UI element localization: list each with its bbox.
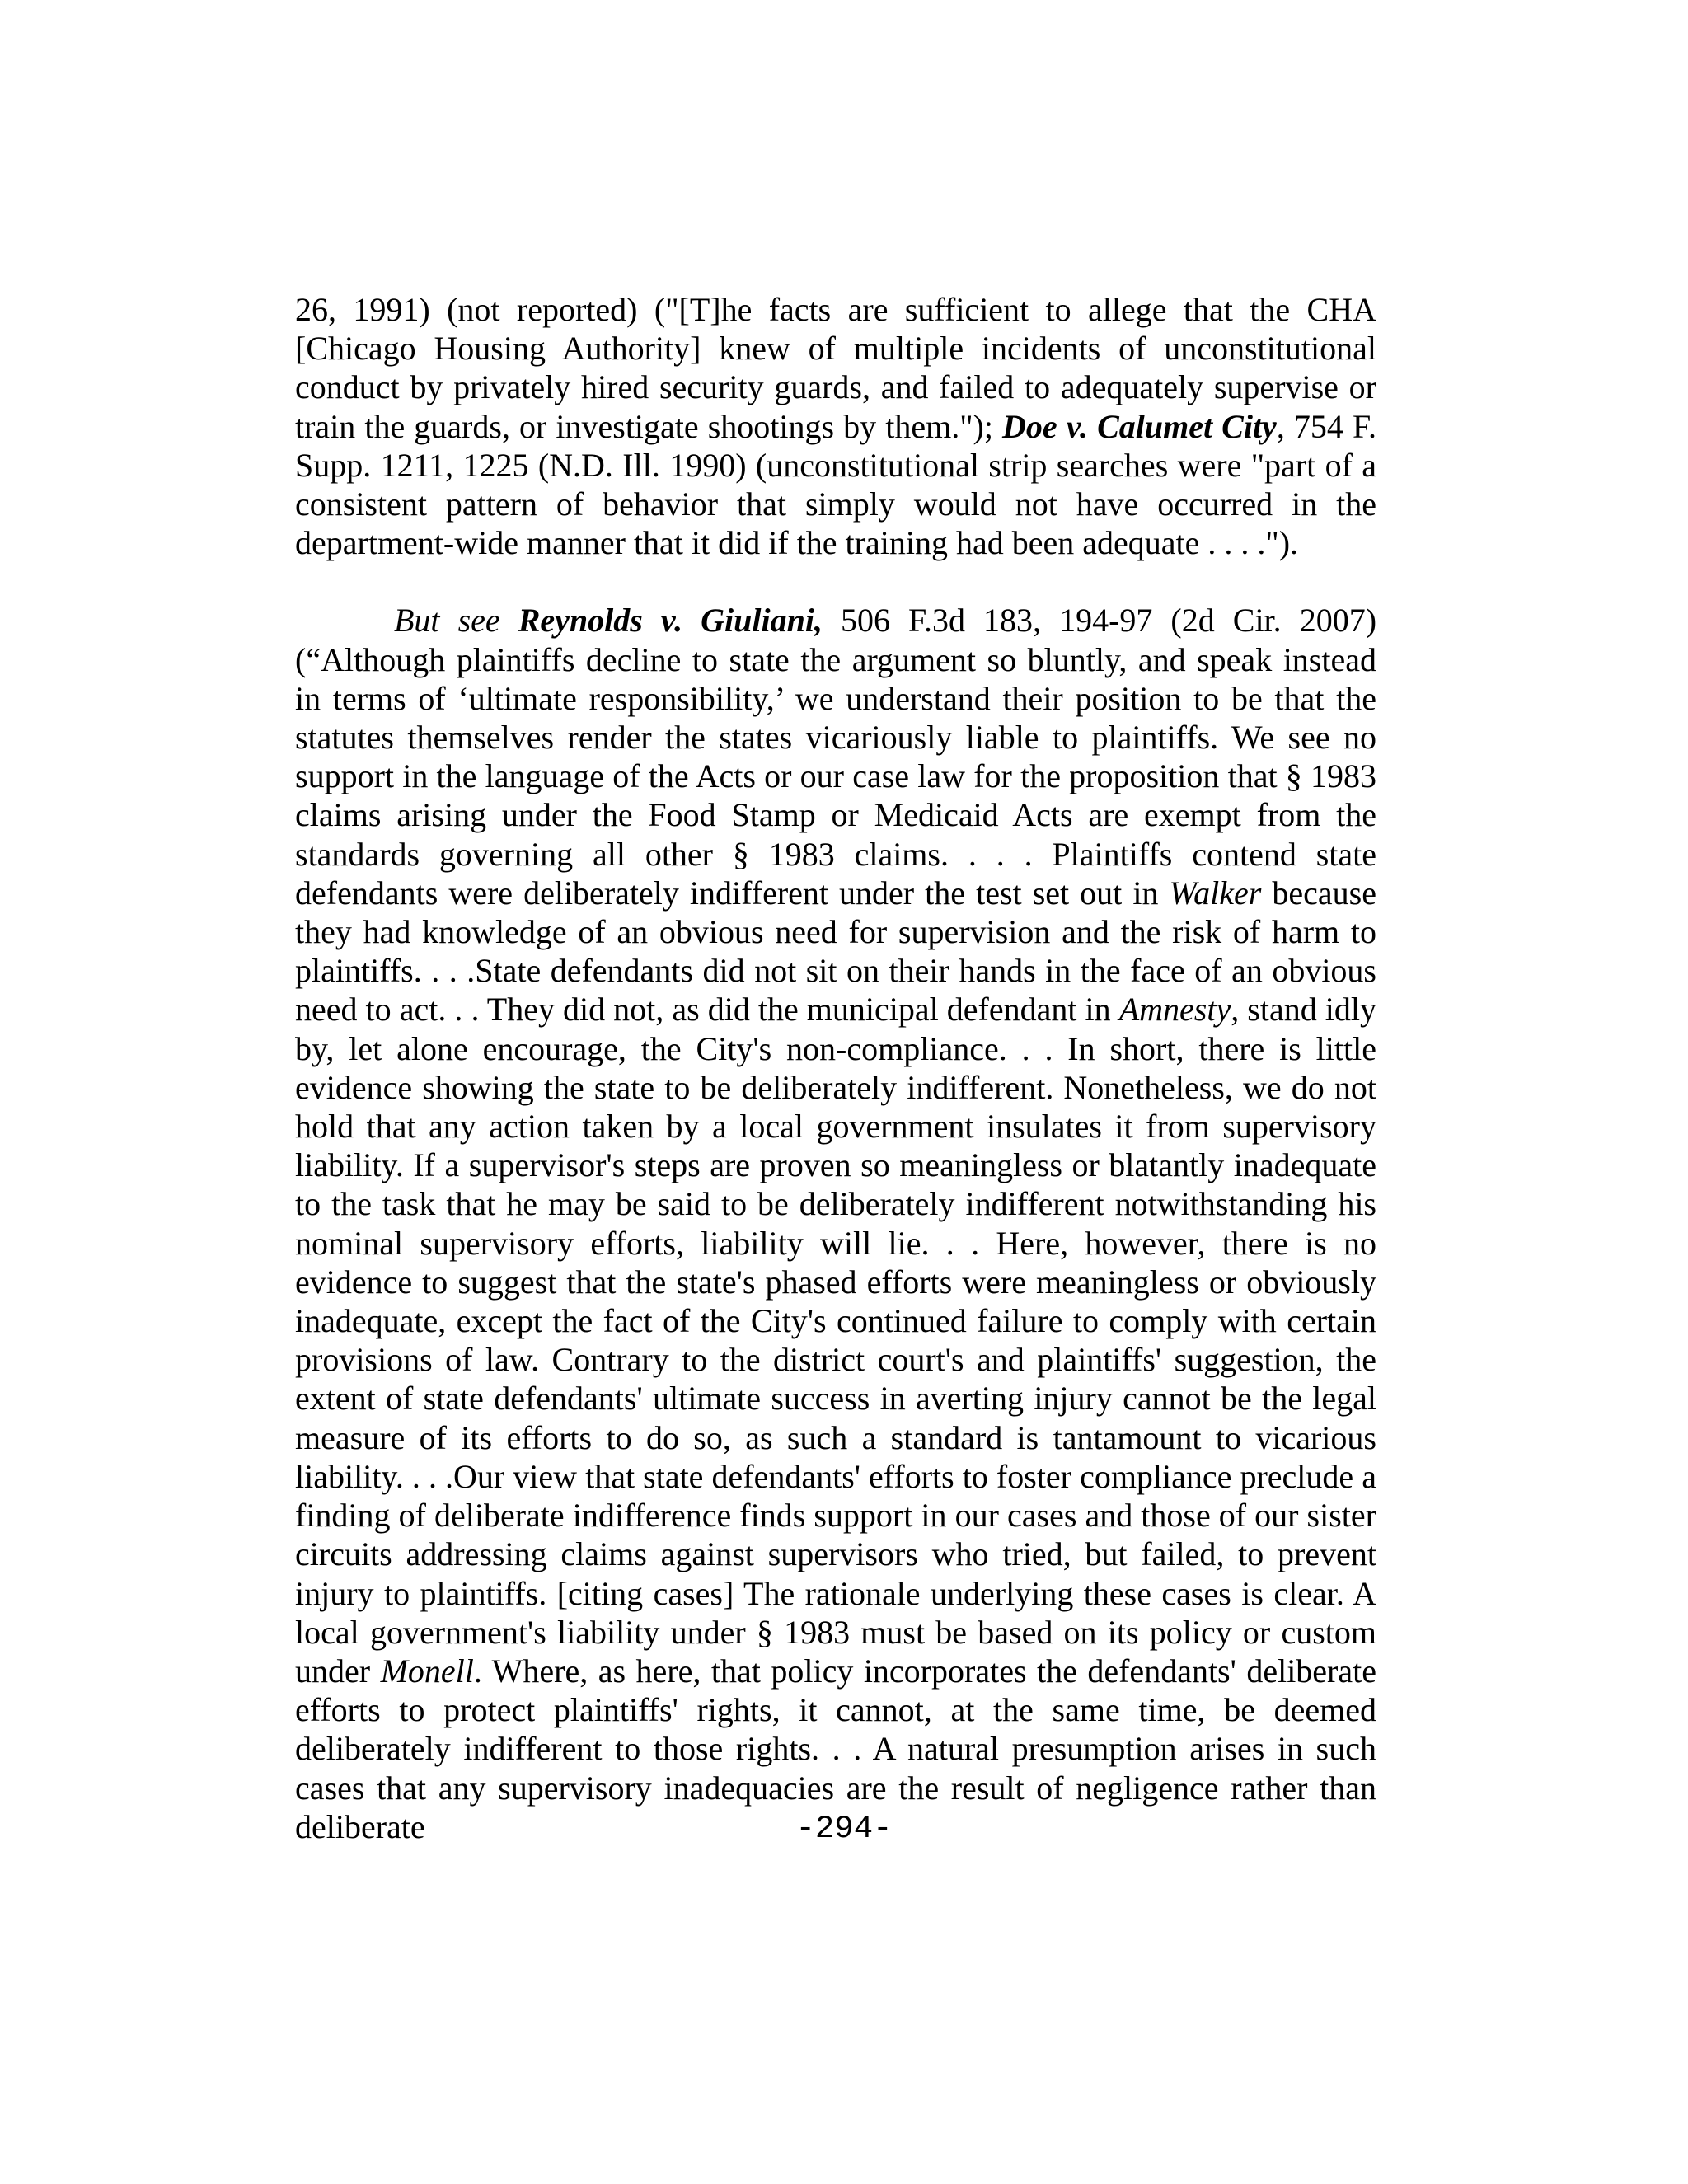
case-ref-monell: Monell — [380, 1652, 474, 1690]
case-ref-amnesty: Amnesty — [1118, 991, 1231, 1029]
citation-signal: But see — [394, 602, 500, 640]
paragraph-continuation — [295, 290, 1376, 562]
case-ref-walker: Walker — [1169, 874, 1262, 912]
case-name-reynolds-v-giuliani: Reynolds v. Giuliani, — [518, 602, 823, 640]
text-run — [500, 602, 518, 639]
page-number: -294- — [795, 1811, 893, 1847]
text-run: because they had knowledge of an obvious need for supervision and the risk of harm to plaintiffs. . . .State defendants did not sit on their hands in the face of an obvious need to act. . . They did not, as did the municipal defendant in — [295, 874, 1376, 1029]
text-run: 506 F.3d 183, 194-97 (2d Cir. 2007) (“Although plaintiffs decline to state the argument so bluntly, and speak instead in terms of ‘ultimate responsibility,’ we understand their position to be that the statutes themselves render the states vicariously liable to plaintiffs. We see no support in the language of the Acts or our case law for the proposition that § 1983 claims arising under the Food Stamp or Medicaid Acts are exempt from the standards governing all other § 1983 claims. . . . Plaintiffs contend state defendants were deliberately indifferent under the test set out in — [295, 602, 1377, 912]
paragraph-gap — [295, 562, 1376, 601]
text-run: , stand idly by, let alone encourage, the City's non-compliance. . . In short, there is little evidence showing the state to be deliberately indifferent. Nonetheless, we do not hold that any action taken by a local government insulates it from supervisory liability. If a supervisor's steps are proven so meaningless or blatantly inadequate to the task that he may be said to be deliberately indifferent notwithstanding his nominal supervisory efforts, liability will lie. . . Here, however, there is no evidence to suggest that the state's phased efforts were meaningless or obviously inadequate, except the fact of the City's continued failure to comply with certain provisions of law. Contrary to the district court's and plaintiffs' suggestion, the extent of state defendants' ultimate success in averting injury cannot be the legal measure of its efforts to do so, as such a standard is tantamount to vicarious liability. . . .Our view that state defendants' efforts to foster compliance preclude a finding of deliberate indifference finds support in our cases and those of our sister circuits addressing claims against supervisors who tried, but failed, to prevent injury to plaintiffs. [citing cases] The rationale underlying these cases is clear. A local government's liability under § 1983 must be based on its policy or custom under — [295, 991, 1376, 1690]
text-run: . Where, as here, that policy incorporates the defendants' deliberate efforts to protect plaintiffs' rights, it cannot, at the same time, be deemed deliberately indifferent to those rights. . . A natural presumption arises in such cases that any supervisory inadequacies are the result of negligence rather than deliberate — [295, 1652, 1376, 1845]
text-run: , 754 F. Supp. 1211, 1225 (N.D. Ill. 1990) (unconstitutional strip searches were "part of a consistent pattern of behavior that simply would not have occurred in the department-wide manner that it did if the training had been adequate . . . ."). — [295, 407, 1377, 562]
paragraph-but-see — [295, 601, 1376, 1846]
text-run: 26, 1991) (not reported) ("[T]he facts are sufficient to allege that the CHA [Chicago Housing Authority] knew of multiple incidents of unconstitutional conduct by privately hired security guards, and failed to adequately supervise or train the guards, or investigate shootings by them."); — [295, 291, 1376, 445]
case-name-doe-v-calumet-city: Doe v. Calumet City — [1002, 407, 1277, 445]
body-text — [295, 290, 1376, 1846]
